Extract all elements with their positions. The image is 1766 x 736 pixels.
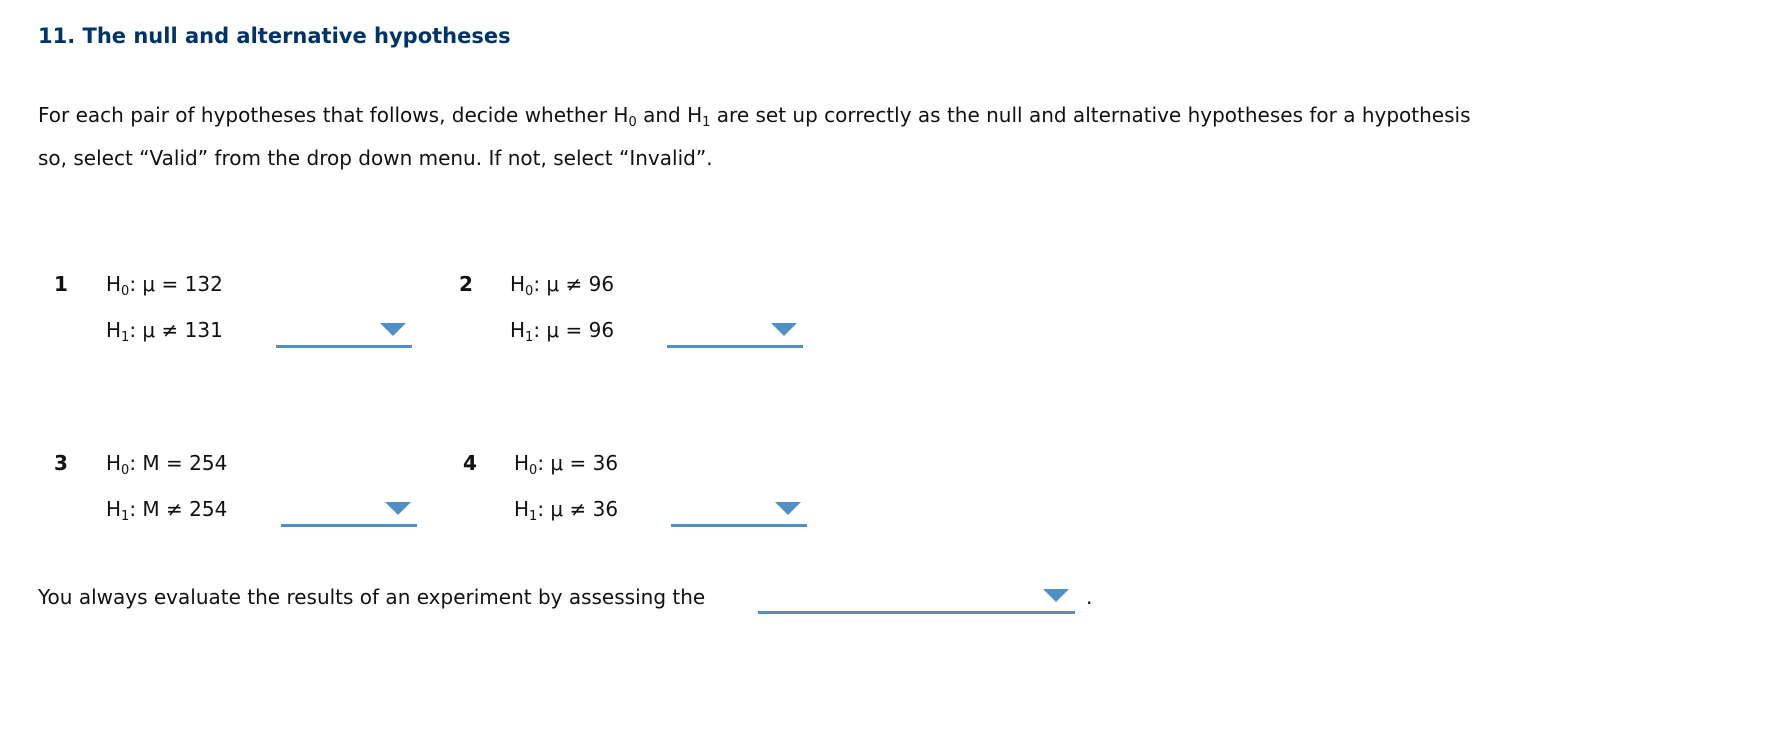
hypothesis-statement: : μ = 132: [129, 272, 223, 296]
item-2-null-hypothesis: [510, 272, 615, 299]
hypothesis-statement: : μ ≠ 96: [533, 272, 615, 296]
hypothesis-symbol: H: [514, 451, 530, 475]
question-title: 11. The null and alternative hypotheses: [38, 24, 511, 48]
subscript: 1: [702, 115, 711, 130]
caret-down-icon: [1043, 589, 1069, 602]
hypothesis-symbol: H: [106, 272, 122, 296]
item-4-validity-dropdown[interactable]: [671, 500, 807, 527]
hypothesis-symbol: H: [106, 318, 122, 342]
item-3-validity-dropdown[interactable]: [281, 500, 417, 527]
subscript: 1: [121, 330, 130, 345]
item-number-3: 3: [54, 451, 68, 475]
instructions-line-1: [38, 94, 1471, 137]
caret-down-icon: [380, 323, 406, 336]
item-number-1: 1: [54, 272, 68, 296]
item-4-alternative-hypothesis: [514, 497, 619, 524]
hypothesis-symbol: H: [106, 497, 122, 521]
item-number-2: 2: [459, 272, 473, 296]
final-question-text: You always evaluate the results of an experiment by assessing the: [38, 585, 706, 609]
item-1-validity-dropdown[interactable]: [276, 321, 412, 348]
instructions-text: are set up correctly as the null and alternative hypotheses for a hypothesis: [710, 103, 1471, 127]
hypothesis-statement: : M ≠ 254: [129, 497, 228, 521]
hypothesis-statement: : μ ≠ 131: [129, 318, 223, 342]
subscript: 0: [121, 284, 130, 299]
subscript: 0: [529, 463, 538, 478]
hypothesis-statement: : μ = 96: [533, 318, 615, 342]
hypothesis-symbol: H: [510, 272, 526, 296]
subscript: 0: [525, 284, 534, 299]
hypothesis-statement: : μ = 36: [537, 451, 619, 475]
instructions-text: and H: [636, 103, 703, 127]
subscript: 1: [121, 509, 130, 524]
item-2-alternative-hypothesis: [510, 318, 615, 345]
item-3-null-hypothesis: [106, 451, 228, 478]
item-1-alternative-hypothesis: [106, 318, 223, 345]
hypothesis-symbol: H: [514, 497, 530, 521]
item-3-alternative-hypothesis: [106, 497, 228, 524]
hypothesis-statement: : M = 254: [129, 451, 228, 475]
instructions: [38, 94, 1471, 180]
subscript: 1: [529, 509, 538, 524]
sentence-period: .: [1086, 585, 1093, 609]
instructions-text: For each pair of hypotheses that follows, decide whether H: [38, 103, 629, 127]
item-1-null-hypothesis: [106, 272, 223, 299]
instructions-line-2: so, select “Valid” from the drop down menu. If not, select “Invalid”.: [38, 146, 713, 170]
item-number-4: 4: [463, 451, 477, 475]
caret-down-icon: [775, 502, 801, 515]
item-4-null-hypothesis: [514, 451, 619, 478]
subscript: 1: [525, 330, 534, 345]
final-question-dropdown[interactable]: [758, 587, 1075, 614]
caret-down-icon: [771, 323, 797, 336]
subscript: 0: [121, 463, 130, 478]
subscript: 0: [628, 115, 637, 130]
hypothesis-symbol: H: [510, 318, 526, 342]
hypothesis-symbol: H: [106, 451, 122, 475]
hypothesis-statement: : μ ≠ 36: [537, 497, 619, 521]
caret-down-icon: [385, 502, 411, 515]
item-2-validity-dropdown[interactable]: [667, 321, 803, 348]
